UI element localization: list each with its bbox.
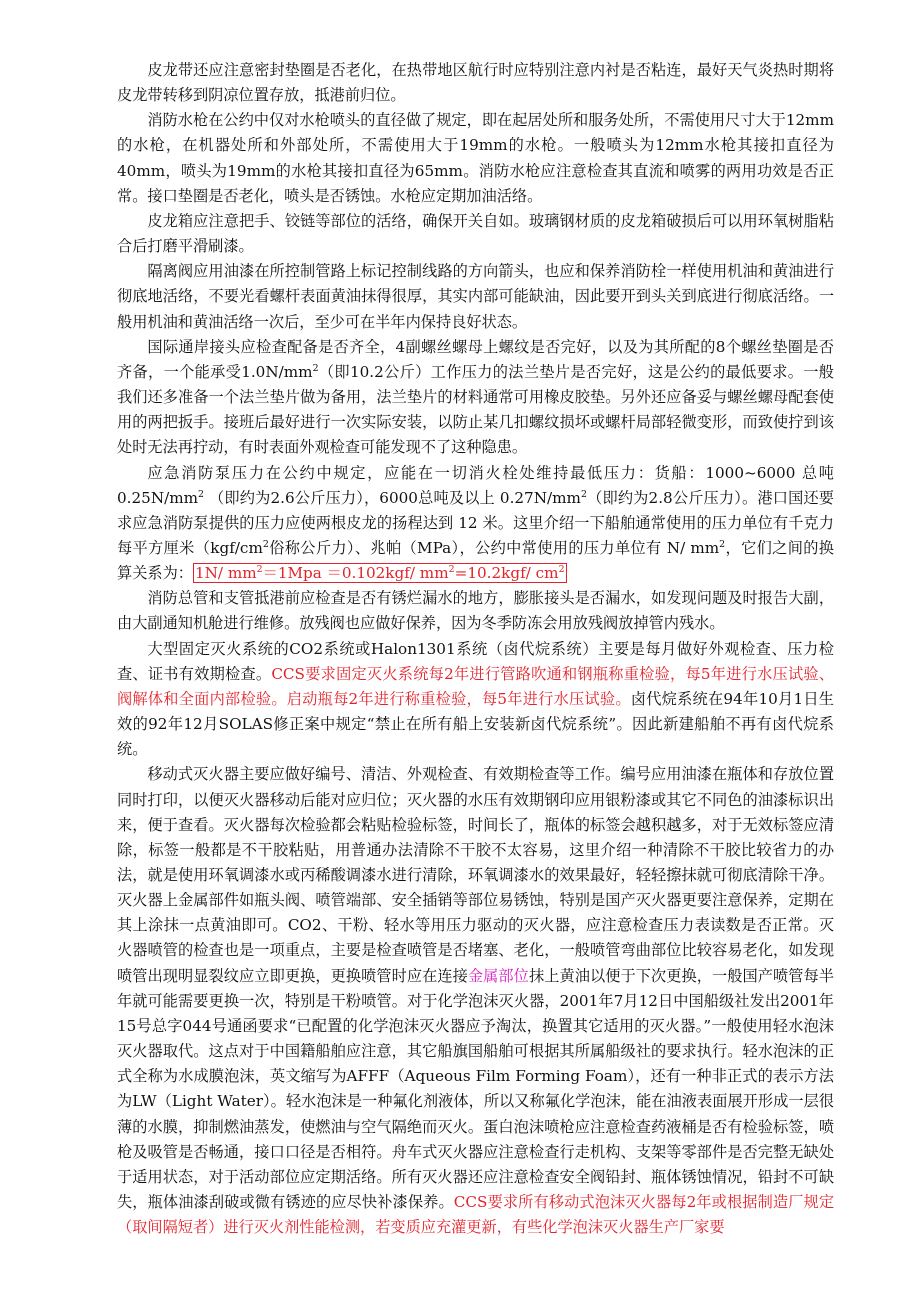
text-segment: 1N/ mm: [194, 564, 257, 583]
text-segment: 卤代烷系统在94年10月1日生效的92年12月SOLAS修正案中规定“禁止在所有船上安装新卤代烷系统”。因此新建船舶不再有卤代烷系统。: [117, 689, 834, 759]
superscript: 2: [558, 564, 565, 576]
text-segment: 国际通岸接头应检查配备是否齐全，4副螺丝螺母上螺纹是否完好，以及为其所配的8个螺丝垫圈是否齐备，一个能承受1.0N/mm: [117, 337, 834, 381]
text-segment: 抹上黄油以便于下次更换，一般国产喷管每半年就可能需要更换一次，特别是干粉喷管。对于化学泡沫灭火器，2001年7月12日中国船级社发出2001年15号总字044号通函要求“已配置的化学泡沫灭火器应予淘汰，换置其它适用的灭火器。”一般使用轻水泡沫灭火器取代。这点对于中国籍船舶应注意，其它船旗国船舶可根据其所属船级社的要求执行。轻水泡沫的正式全称为水成膜泡沫，英文缩写为AFFF（Aqueous Film Forming Foam），还有一种非正式的表示方法为LW（Light Water）。轻水泡沫是一种氟化剂液体，所以又称氟化学泡沫，能在油液表面展开形成一层很薄的水膜，抑制燃油蒸发，使燃油与空气隔绝而灭火。蛋白泡沫喷枪应注意检查药液桶是否有检验标签，喷枪及吸管是否畅通，接口口径是否相符。舟车式灭火器应注意检查行走机构、支架等零部件是否完整无缺处于适用状态，对于活动部位应定期活络。所有灭火器还应注意检查安全阀铅封、瓶体锈蚀情况，铅封不可缺失，瓶体油漆刮破或微有锈迹的应尽快补漆保养。: [117, 966, 835, 1212]
text-segment: 移动式灭火器主要应做好编号、清洁、外观检查、有效期检查等工作。编号应用油漆在瓶体和存放位置同时打印，以便灭火器移动后能对应归位；灭火器的水压有效期钢印应用银粉漆或其它不同色的油漆标识出来，便于查看。灭火器每次检验都会粘贴检验标签，时间长了，瓶体的标签会越积越多，对于无效标签应清除，标签一般都是不干胶粘贴，用普通办法清除不干胶不太容易，这里介绍一种清除不干胶比较省力的办法，就是使用环氧调漆水或丙稀酸调漆水进行清除，环氧调漆水的效果最好，轻轻擦抹就可彻底清除干净。灭火器上金属部件如瓶头阀、喷管端部、安全插销等部位易锈蚀，特别是国产灭火器更要注意保养，定期在其上涂抹一点黄油即可。CO2、干粉、轻水等用压力驱动的灭火器，应注意检查压力表读数是否正常。灭火器喷管的检查也是一项重点，主要是检查喷管是否堵塞、老化，一般喷管弯曲部位比较容易老化，如发现喷管出现明显裂纹应立即更换，更换喷管时应在连接: [117, 765, 834, 985]
text-segment: 俗称公斤力）、兆帕（MPa），公约中常使用的压力单位有 N/ mm: [268, 538, 720, 557]
paragraph-shore-connection: [117, 335, 834, 461]
text-segment: （即约为2.6公斤压力），6000总吨及以上 0.27N/mm: [204, 488, 581, 507]
paragraph-fire-nozzle: 消防水枪在公约中仅对水枪喷头的直径做了规定，即在起居处所和服务处所，不需使用尺寸大于12mm的水枪，在机器处所和外部处所，不需使用大于19mm的水枪。一般喷头为12mm水枪其接扣直径为40mm，喷头为19mm的水枪其接扣直径为65mm。消防水枪应注意检查其直流和喷雾的两用功效是否正常。接口垫圈是否老化，喷头是否锈蚀。水枪应定期加油活络。: [117, 111, 834, 205]
unit-conversion-box: [193, 563, 567, 583]
superscript: 2: [719, 538, 726, 550]
highlighted-term: 金属部位: [467, 966, 529, 985]
text-segment: （即10.2公斤）工作压力的法兰垫片是否完好，这是公约的最低要求。一般我们还多准备一个法兰垫片做为备用，法兰垫片的材料通常可用橡皮胶垫。另外还应备妥与螺丝螺母配套使用的两把扳手。接班后最好进行一次实际安装，以防止某几扣螺纹损坏或螺杆局部轻微变形，而致使拧到该处时无法再拧动，有时表面外观检查可能发现不了这种隐患。: [117, 362, 834, 457]
paragraph-portable-extinguishers: [117, 762, 834, 1240]
text-segment: ，它们之间的换算关系为：: [117, 538, 834, 583]
superscript: 2: [256, 564, 263, 576]
paragraph-emergency-pump: [117, 461, 834, 587]
paragraph-hose-belt: 皮龙带还应注意密封垫圈是否老化，在热带地区航行时应特别注意内衬是否粘连，最好天气炎热时期将皮龙带转移到阴凉位置存放，抵港前归位。: [117, 61, 834, 105]
superscript: 2: [312, 362, 319, 374]
text-segment: =10.2kgf/ cm: [454, 564, 559, 583]
superscript: 2: [448, 564, 455, 576]
text-segment: （即约为2.8公斤压力）。港口国还要求应急消防泵提供的压力应使两根皮龙的扬程达到 12 米。这里介绍一下船舶通常使用的压力单位有千克力每平方厘米（kgf/cm: [117, 488, 834, 557]
text-segment: 大型固定灭火系统的CO2系统或Halon1301系统（卤代烷系统）主要是每月做好外观检查、压力检查、证书有效期检查。: [117, 639, 834, 683]
highlighted-requirement: CCS要求所有移动式泡沫灭火器每2年或根据制造厂规定（取间隔短者）进行灭火剂性能检测，若变质应充灌更新，有些化学泡沫灭火器生产厂家要: [117, 1193, 835, 1237]
superscript: 2: [262, 538, 269, 550]
paragraph-fire-main: 消防总管和支管抵港前应检查是否有锈烂漏水的地方，膨胀接头是否漏水，如发现问题及时报告大副，由大副通知机舱进行维修。放残阀也应做好保养，因为冬季防冻会用放残阀放掉管内残水。: [117, 589, 834, 633]
paragraph-fixed-system: [117, 637, 834, 763]
paragraph-hose-box: 皮龙箱应注意把手、铰链等部位的活络，确保开关自如。玻璃钢材质的皮龙箱破损后可以用环氧树脂粘合后打磨平滑刷漆。: [117, 211, 834, 256]
text-segment: 应急消防泵压力在公约中规定，应能在一切消火栓处维持最低压力：货船：1000~6000 总吨 0.25N/mm: [117, 463, 834, 507]
superscript: 2: [580, 488, 587, 500]
paragraph-isolation-valve: 隔离阀应用油漆在所控制管路上标记控制线路的方向箭头，也应和保养消防栓一样使用机油和黄油进行彻底地活络，不要光看螺杆表面黄油抹得很厚，其实内部可能缺油，因此要开到头关到底进行彻底活络。一般用机油和黄油活络一次后，至少可在半年内保持良好状态。: [117, 262, 834, 331]
superscript: 2: [198, 488, 205, 500]
text-segment: ＝1Mpa ＝0.102kgf/ mm: [262, 564, 449, 583]
highlighted-requirement: CCS要求固定灭火系统每2年进行管路吹通和钢瓶称重检验，每5年进行水压试验、阀解体和全面内部检验。启动瓶每2年进行称重检验，每5年进行水压试验。: [117, 664, 834, 708]
